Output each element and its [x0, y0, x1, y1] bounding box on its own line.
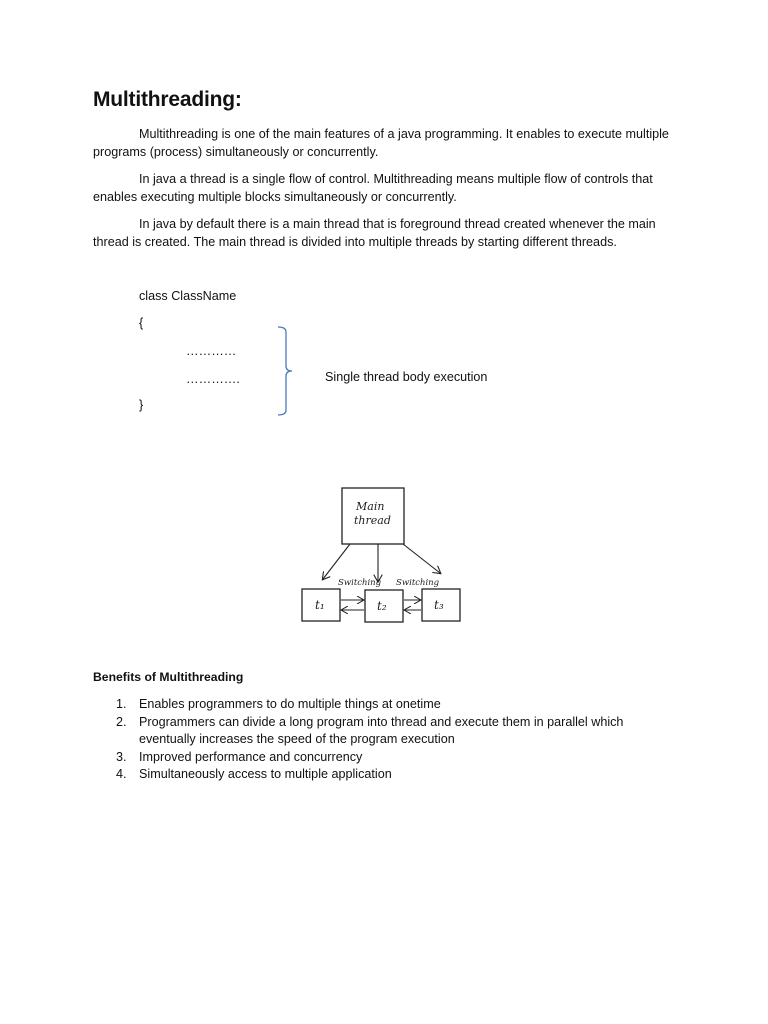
thread-label-t3: t₃: [434, 598, 444, 612]
list-item-number: 4.: [116, 767, 127, 781]
list-item-number: 1.: [116, 697, 127, 711]
list-item: [116, 766, 676, 784]
list-item-text: Programmers can divide a long program into thread and execute them in parallel which eventually increases the speed of the program execution: [139, 714, 624, 746]
list-item: [116, 696, 676, 714]
thread-label-t2: t₂: [377, 599, 387, 613]
list-item-number: 3.: [116, 749, 127, 764]
code-open-brace: {: [139, 316, 144, 330]
code-class-line: class ClassName: [139, 289, 237, 303]
benefits-list: [116, 696, 676, 784]
right-brace-bracket: [276, 326, 296, 418]
switching-label-right: Switching: [396, 578, 440, 588]
switching-label-left: Switching: [338, 578, 382, 588]
paragraph-main-thread: In java by default there is a main thread that is foreground thread created whenever the main thread is created. The main thread is divided into multiple threads by starting different threads.: [93, 217, 656, 249]
list-item-text: Enables programmers to do multiple things at onetime: [139, 697, 441, 711]
thread-label-t1: t₁: [315, 598, 325, 612]
paragraph-thread-definition: In java a thread is a single flow of control. Multithreading means multiple flow of controls that enables executing multiple blocks simultaneously or concurrently.: [93, 172, 653, 204]
arrow-to-t1: [323, 544, 350, 579]
arrow-to-t3: [403, 544, 440, 573]
page-title: Multithreading:: [93, 88, 242, 111]
code-close-brace: }: [139, 398, 144, 412]
benefits-heading: Benefits of Multithreading: [93, 670, 244, 684]
list-item-text: Simultaneously access to multiple application: [139, 767, 392, 781]
paragraph-intro: Multithreading is one of the main features of a java programming. It enables to execute multiple programs (process) simultaneously or concurrently.: [93, 127, 669, 159]
list-item: [116, 714, 676, 749]
thread-diagram: [288, 478, 480, 634]
main-thread-label-line1: Main: [356, 500, 385, 513]
list-item: [116, 749, 676, 767]
bracket-annotation: Single thread body execution: [325, 370, 488, 384]
main-thread-label-line2: thread: [354, 514, 391, 527]
list-item-text: Improved performance and concurrency: [139, 749, 363, 764]
code-body-line-1: …………: [186, 344, 237, 358]
list-item-number: 2.: [116, 714, 127, 729]
code-body-line-2: ………….: [186, 372, 240, 386]
